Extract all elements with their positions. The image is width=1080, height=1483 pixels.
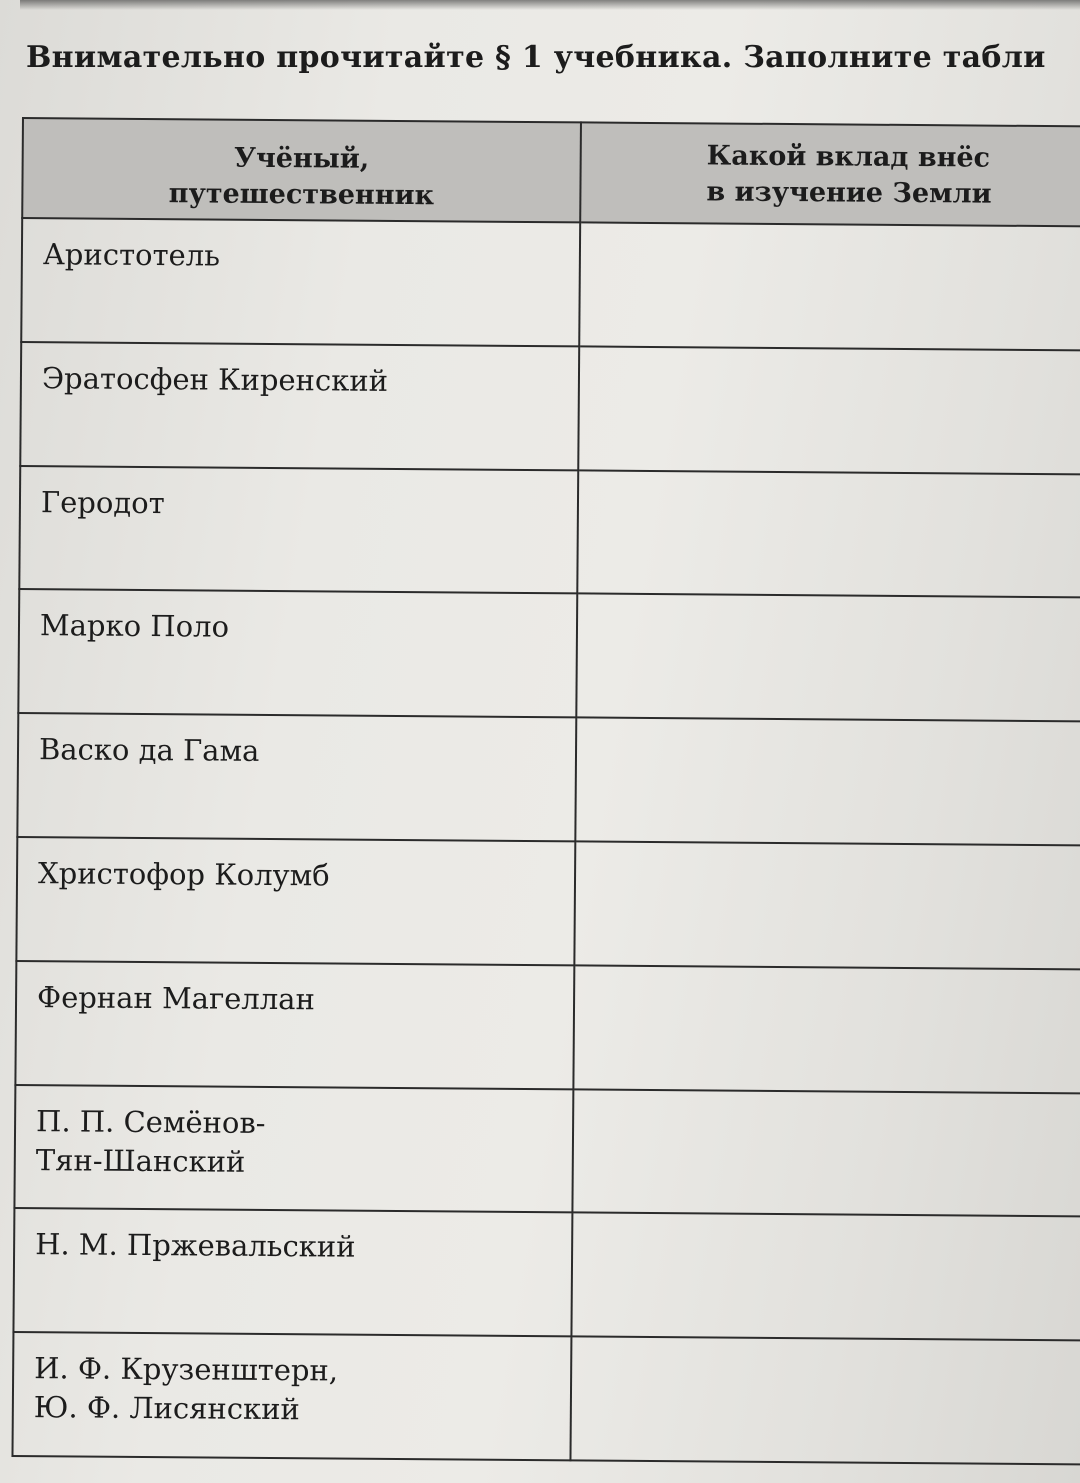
scientist-name-cell [16,837,575,965]
scientist-name: Эратосфен Киренский [41,360,389,398]
table-row [18,589,1080,721]
scientist-name-cell [17,713,576,841]
scientist-name-cell [13,1208,572,1336]
contribution-cell[interactable] [573,965,1080,1093]
header-line: путешественник [168,178,435,212]
table-row [16,837,1080,969]
table-row [19,466,1080,598]
table-header-row [22,118,1080,226]
scientist-name: Аристотель [42,237,221,273]
scientist-name-cell [15,961,574,1089]
scientist-name: П. П. Семёнов- [35,1103,266,1140]
scientist-name-cell [20,342,579,470]
scientist-name: Васко да Гама [38,732,260,769]
table-row [20,342,1080,474]
header-scientist [22,118,581,222]
scientist-name: Марко Поло [39,608,230,645]
table-row [14,1085,1080,1217]
contribution-cell[interactable] [575,718,1080,846]
scientist-name: Ю. Ф. Лисянский [33,1390,300,1427]
scientist-name-cell [21,218,580,346]
contribution-cell[interactable] [577,470,1080,598]
scientist-name-cell [19,466,578,594]
scientist-name: Н. М. Пржевальский [35,1227,356,1265]
header-line: Учёный, [233,142,370,175]
contribution-cell[interactable] [579,222,1080,350]
scientist-name: И. Ф. Крузенштерн, [34,1351,339,1388]
contribution-cell[interactable] [576,594,1080,722]
header-line: Какой вклад внёс [706,140,991,174]
contribution-cell[interactable] [572,1089,1080,1217]
header-contribution [580,122,1080,226]
scientist-name: Христофор Колумб [37,856,330,893]
scientist-name-cell [14,1085,573,1213]
scientist-name: Тян-Шанский [35,1142,246,1179]
table-row [12,1332,1080,1464]
table-row [17,713,1080,845]
contribution-cell[interactable] [578,346,1080,474]
contribution-cell[interactable] [571,1213,1080,1341]
scientist-name: Геродот [40,484,165,520]
table-row [15,961,1080,1093]
table-row [21,218,1080,350]
contribution-table [11,117,1080,1465]
header-line: в изучение Земли [706,176,992,210]
scientist-name-cell [18,589,577,717]
scientist-name-cell [12,1332,571,1460]
previous-line-edge [20,0,1080,10]
contribution-cell[interactable] [570,1337,1080,1465]
scientist-name: Фернан Магеллан [36,979,315,1017]
task-instruction: Внимательно прочитайте § 1 учебника. Заполните табли [26,40,1046,75]
contribution-cell[interactable] [574,841,1080,969]
table-row [13,1208,1080,1340]
